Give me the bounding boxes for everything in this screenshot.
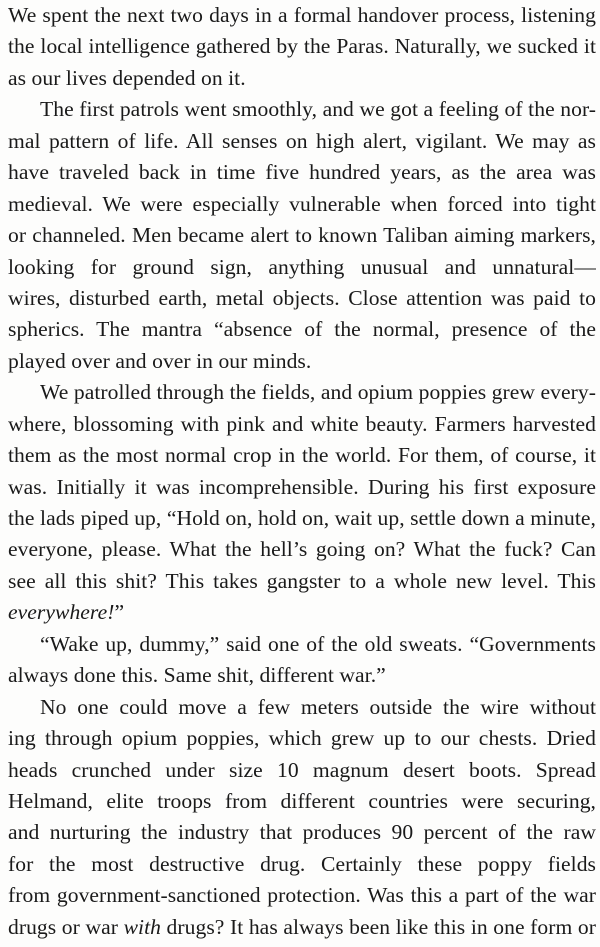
- paragraph: [8, 94, 596, 377]
- text-run: We spent the next two days in a formal handover process, listening: [8, 3, 596, 27]
- text-run: “Wake up, dummy,” said one of the old sweats. “Governments: [40, 631, 596, 656]
- text-line: [8, 534, 596, 565]
- text-run: The first patrols went smoothly, and we got a feeling of the nor-: [40, 97, 596, 122]
- text-run: medieval. We were especially vulnerable when forced into tight: [8, 191, 596, 216]
- text-run: as our lives depended on it.: [8, 65, 246, 90]
- text-line: [8, 283, 596, 314]
- paragraph: [8, 377, 596, 629]
- text-line: [8, 880, 596, 911]
- text-line: [8, 912, 596, 943]
- text-line: [8, 126, 596, 157]
- text-run: mal pattern of life. All senses on high alert, vigilant. We may as: [8, 128, 596, 153]
- text-run: the lads piped up, “Hold on, hold on, wait up, settle down a minute,: [8, 506, 596, 530]
- text-run: the local intelligence gathered by the Paras. Naturally, we sucked it: [8, 34, 596, 59]
- text-line: [8, 31, 596, 62]
- text-run: We patrolled through the fields, and opium poppies grew every-: [40, 380, 596, 405]
- text-run: from government-sanctioned protection. Was this a part of the war: [8, 883, 596, 908]
- text-line: [8, 0, 596, 31]
- text-line: [8, 63, 596, 94]
- text-run: for the most destructive drug. Certainly these poppy fields: [8, 851, 596, 876]
- text-line: [8, 377, 596, 408]
- text-run: looking for ground sign, anything unusual and unnatural—: [8, 254, 596, 279]
- text-line: [8, 189, 596, 220]
- text-line: [8, 252, 596, 283]
- text-line: [8, 723, 596, 754]
- text-run: or channeled. Men became alert to known Taliban aiming markers,: [8, 223, 596, 248]
- italic-text: everywhere!: [8, 600, 115, 625]
- text-line: [8, 817, 596, 848]
- text-line: [8, 660, 596, 691]
- text-line: [8, 503, 596, 534]
- text-line: [8, 692, 596, 723]
- text-run: drugs? It has always been like this in one form or: [160, 914, 596, 939]
- text-run: drugs or war: [8, 914, 124, 939]
- text-run: them as the most normal crop in the world. For them, of course, it: [8, 443, 596, 468]
- text-line: [8, 409, 596, 440]
- text-run: spherics. The mantra “absence of the normal, presence of the: [8, 317, 596, 342]
- text-run: wires, disturbed earth, metal objects. Close attention was paid to: [8, 285, 596, 310]
- italic-text: with: [123, 914, 161, 939]
- text-run: always done this. Same shit, different war.”: [8, 663, 386, 688]
- text-run: Helmand, elite troops from different countries were securing,: [8, 788, 596, 813]
- text-line: [8, 566, 596, 597]
- text-run: ”: [114, 600, 125, 625]
- text-run: No one could move a few meters outside the wire without: [40, 694, 596, 719]
- text-run: everyone, please. What the hell’s going on? What the fuck? Can: [8, 537, 596, 562]
- text-run: played over and over in our minds.: [8, 348, 312, 373]
- text-line: [8, 849, 596, 880]
- text-run: ing through opium poppies, which grew up to our chests. Dried: [8, 726, 596, 751]
- text-run: see all this shit? This takes gangster to a whole new level. This: [8, 568, 596, 593]
- text-line: [8, 786, 596, 817]
- text-run: have traveled back in time five hundred years, as the area was: [8, 160, 596, 185]
- paragraph: [8, 692, 596, 947]
- text-run: heads crunched under size 10 magnum desert boots. Spread: [8, 757, 596, 782]
- text-line: [8, 943, 596, 947]
- text-line: [8, 597, 596, 628]
- text-line: [8, 94, 596, 125]
- text-run: was. Initially it was incomprehensible. During his first exposure: [8, 474, 596, 499]
- text-line: [8, 314, 596, 345]
- text-line: [8, 346, 596, 377]
- text-run: where, blossoming with pink and white beauty. Farmers harvested: [8, 411, 596, 436]
- text-line: [8, 472, 596, 503]
- text-line: [8, 220, 596, 251]
- text-line: [8, 157, 596, 188]
- text-line: [8, 755, 596, 786]
- text-run: and nurturing the industry that produces 90 percent of the raw: [8, 820, 596, 845]
- paragraph: [8, 0, 596, 94]
- text-line: [8, 629, 596, 660]
- paragraph: [8, 629, 596, 692]
- text-line: [8, 440, 596, 471]
- body-text: [8, 0, 596, 947]
